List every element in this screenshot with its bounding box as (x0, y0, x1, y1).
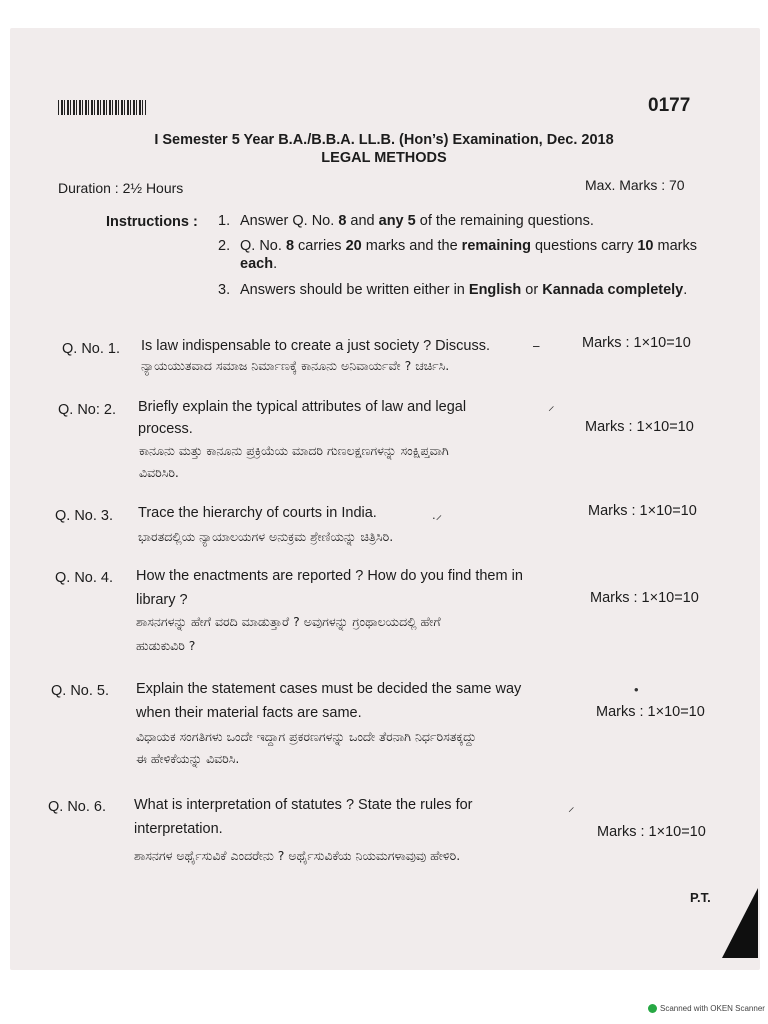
question-text-kannada-cont: ಈ ಹೇಳಿಕೆಯನ್ನು ವಿವರಿಸಿ. (136, 751, 240, 766)
instructions-label: Instructions : (106, 214, 198, 230)
subject-title: LEGAL METHODS (321, 150, 447, 166)
question-text-cont: library ? (136, 592, 188, 608)
question-text-cont: process. (138, 421, 193, 437)
question-text: Explain the statement cases must be decided the same way (136, 681, 522, 697)
question-text-kannada: ಶಾಸನಗಳನ್ನು ಹೇಗೆ ವರದಿ ಮಾಡುತ್ತಾರೆ ? ಅವುಗಳನ್ನು ಗ್ರಂಥಾಲಯದಲ್ಲಿ ಹೇಗೆ (136, 614, 441, 629)
question-marks: Marks : 1×10=10 (596, 704, 705, 720)
pen-mark: ⸝ (548, 398, 555, 413)
question-text-kannada-cont: ಹುಡುಕುವಿರಿ ? (136, 638, 196, 653)
question-marks: Marks : 1×10=10 (590, 590, 699, 606)
question-number: Q. No. 1. (62, 341, 121, 357)
question-text-kannada: ಭಾರತದಲ್ಲಿಯ ನ್ಯಾಯಾಲಯಗಳ ಅನುಕ್ರಮ ಶ್ರೇಣಿಯನ್ನು ಚಿತ್ರಿಸಿರಿ. (138, 529, 394, 544)
question-marks: Marks : 1×10=10 (588, 503, 697, 519)
page-corner-shadow (722, 888, 758, 958)
question-number: Q. No. 3. (55, 508, 114, 524)
question-text-kannada: ಶಾಸನಗಳ ಅರ್ಥೈಸುವಿಕೆ ಎಂದರೇನು ? ಅರ್ಥೈಸುವಿಕೆಯ ನಿಯಮಗಳಾವುವು ಹೇಳಿರಿ. (134, 848, 461, 863)
question-text-kannada: ನ್ಯಾಯಯುತವಾದ ಸಮಾಜ ನಿರ್ಮಾಣಕ್ಕೆ ಕಾನೂನು ಅನಿವಾರ್ಯವೇ ? ಚರ್ಚಿಸಿ. (141, 358, 450, 373)
duration: Duration : 2½ Hours (58, 180, 184, 196)
question-text: Briefly explain the typical attributes of law and legal (138, 399, 467, 415)
question-number: Q. No. 5. (51, 683, 110, 699)
scanner-watermark: Scanned with OKEN Scanner (648, 1004, 765, 1013)
pen-mark: .⸝ (432, 507, 443, 522)
question-text-kannada-cont: ವಿವರಿಸಿರಿ. (139, 465, 179, 480)
question-marks: Marks : 1×10=10 (585, 419, 694, 435)
question-number: Q. No. 6. (48, 799, 107, 815)
pen-mark: ⸝ (568, 799, 575, 814)
question-text: How the enactments are reported ? How do you find them in (136, 568, 523, 584)
please-turn-over: P.T. (690, 890, 711, 905)
question-marks: Marks : 1×10=10 (582, 335, 691, 351)
question-text-kannada: ವಿಧಾಯಕ ಸಂಗತಿಗಳು ಒಂದೇ ಇದ್ದಾಗ ಪ್ರಕರಣಗಳನ್ನು ಒಂದೇ ತೆರನಾಗಿ ನಿರ್ಧರಿಸತಕ್ಕದ್ದು (136, 729, 477, 744)
question-text: Trace the hierarchy of courts in India. (138, 505, 377, 521)
question-text: What is interpretation of statutes ? State the rules for (134, 797, 473, 813)
pen-mark: ⎯ (533, 338, 540, 353)
question-text-cont: when their material facts are same. (136, 705, 362, 721)
barcode (58, 100, 146, 115)
paper-code: 0177 (648, 95, 691, 116)
question-text: Is law indispensable to create a just society ? Discuss. (141, 338, 490, 354)
exam-title: I Semester 5 Year B.A./B.B.A. LL.B. (Hon’s) Examination, Dec. 2018 (154, 132, 614, 148)
max-marks: Max. Marks : 70 (585, 177, 685, 193)
question-text-cont: interpretation. (134, 821, 223, 837)
question-marks: Marks : 1×10=10 (597, 824, 706, 840)
question-number: Q. No: 2. (58, 402, 117, 418)
question-number: Q. No. 4. (55, 570, 114, 586)
pen-mark: • (634, 682, 639, 697)
question-text-kannada: ಕಾನೂನು ಮತ್ತು ಕಾನೂನು ಪ್ರಕ್ರಿಯೆಯ ಮಾದರಿ ಗುಣಲಕ್ಷಣಗಳನ್ನು ಸಂಕ್ಷಿಪ್ತವಾಗಿ (139, 443, 449, 458)
scanner-logo-icon (648, 1004, 657, 1013)
